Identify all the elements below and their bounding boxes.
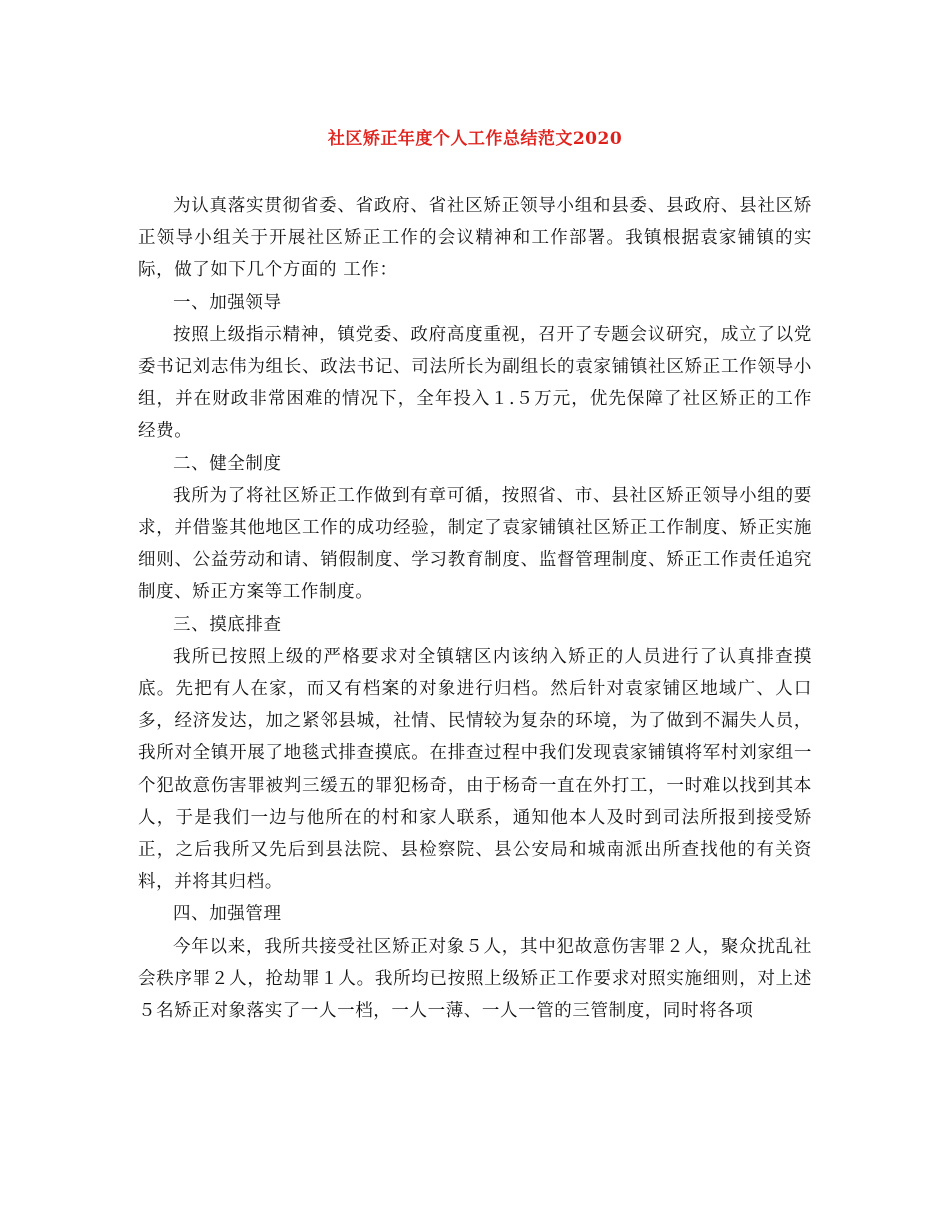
document-title: 社区矫正年度个人工作总结范文2020 <box>327 129 623 149</box>
section-heading-2: 二、健全制度 <box>173 453 282 474</box>
section-heading-1: 一、加强领导 <box>173 292 282 313</box>
paragraph-1: 按照上级指示精神，镇党委、政府高度重视，召开了专题会议研究，成立了以党委书记刘志伟为组长、政法书记、司法所长为副组长的袁家铺镇社区矫正工作领导小组，并在财政非常困难的情况下，全年投入１.５万元，优先保障了社区矫正的工作经费。 <box>138 324 812 442</box>
paragraph-intro: 为认真落实贯彻省委、省政府、省社区矫正领导小组和县委、县政府、县社区矫正领导小组关于开展社区矫正工作的会议精神和工作部署。我镇根据袁家铺镇的实际，做了如下几个方面的 工作： <box>138 196 812 281</box>
section-heading-4: 四、加强管理 <box>173 904 282 925</box>
document-body <box>138 190 812 1027</box>
paragraph-2: 我所为了将社区矫正工作做到有章可循，按照省、市、县社区矫正领导小组的要求，并借鉴其他地区工作的成功经验，制定了袁家铺镇社区矫正工作制度、矫正实施细则、公益劳动和请、销假制度、学习教育制度、监督管理制度、矫正工作责任追究制度、矫正方案等工作制度。 <box>138 485 812 603</box>
section-heading-3: 三、摸底排查 <box>173 614 282 635</box>
paragraph-4: 今年以来，我所共接受社区矫正对象５人，其中犯故意伤害罪２人，聚众扰乱社会秩序罪２人，抢劫罪１人。我所均已按照上级矫正工作要求对照实施细则，对上述５名矫正对象落实了一人一档，一人一薄、一人一管的三管制度，同时将各项 <box>138 936 812 1022</box>
paragraph-3: 我所已按照上级的严格要求对全镇辖区内该纳入矫正的人员进行了认真排查摸底。先把有人在家，而又有档案的对象进行归档。然后针对袁家铺区地域广、人口多，经济发达，加之紧邻县城，社情、民情较为复杂的环境，为了做到不漏失人员，我所对全镇开展了地毯式排查摸底。在排查过程中我们发现袁家铺镇将军村刘家组一个犯故意伤害罪被判三缓五的罪犯杨奇，由于杨奇一直在外打工，一时难以找到其本人，于是我们一边与他所在的村和家人联系，通知他本人及时到司法所报到接受矫正，之后我所又先后到县法院、县检察院、县公安局和城南派出所查找他的有关资料，并将其归档。 <box>138 646 812 893</box>
